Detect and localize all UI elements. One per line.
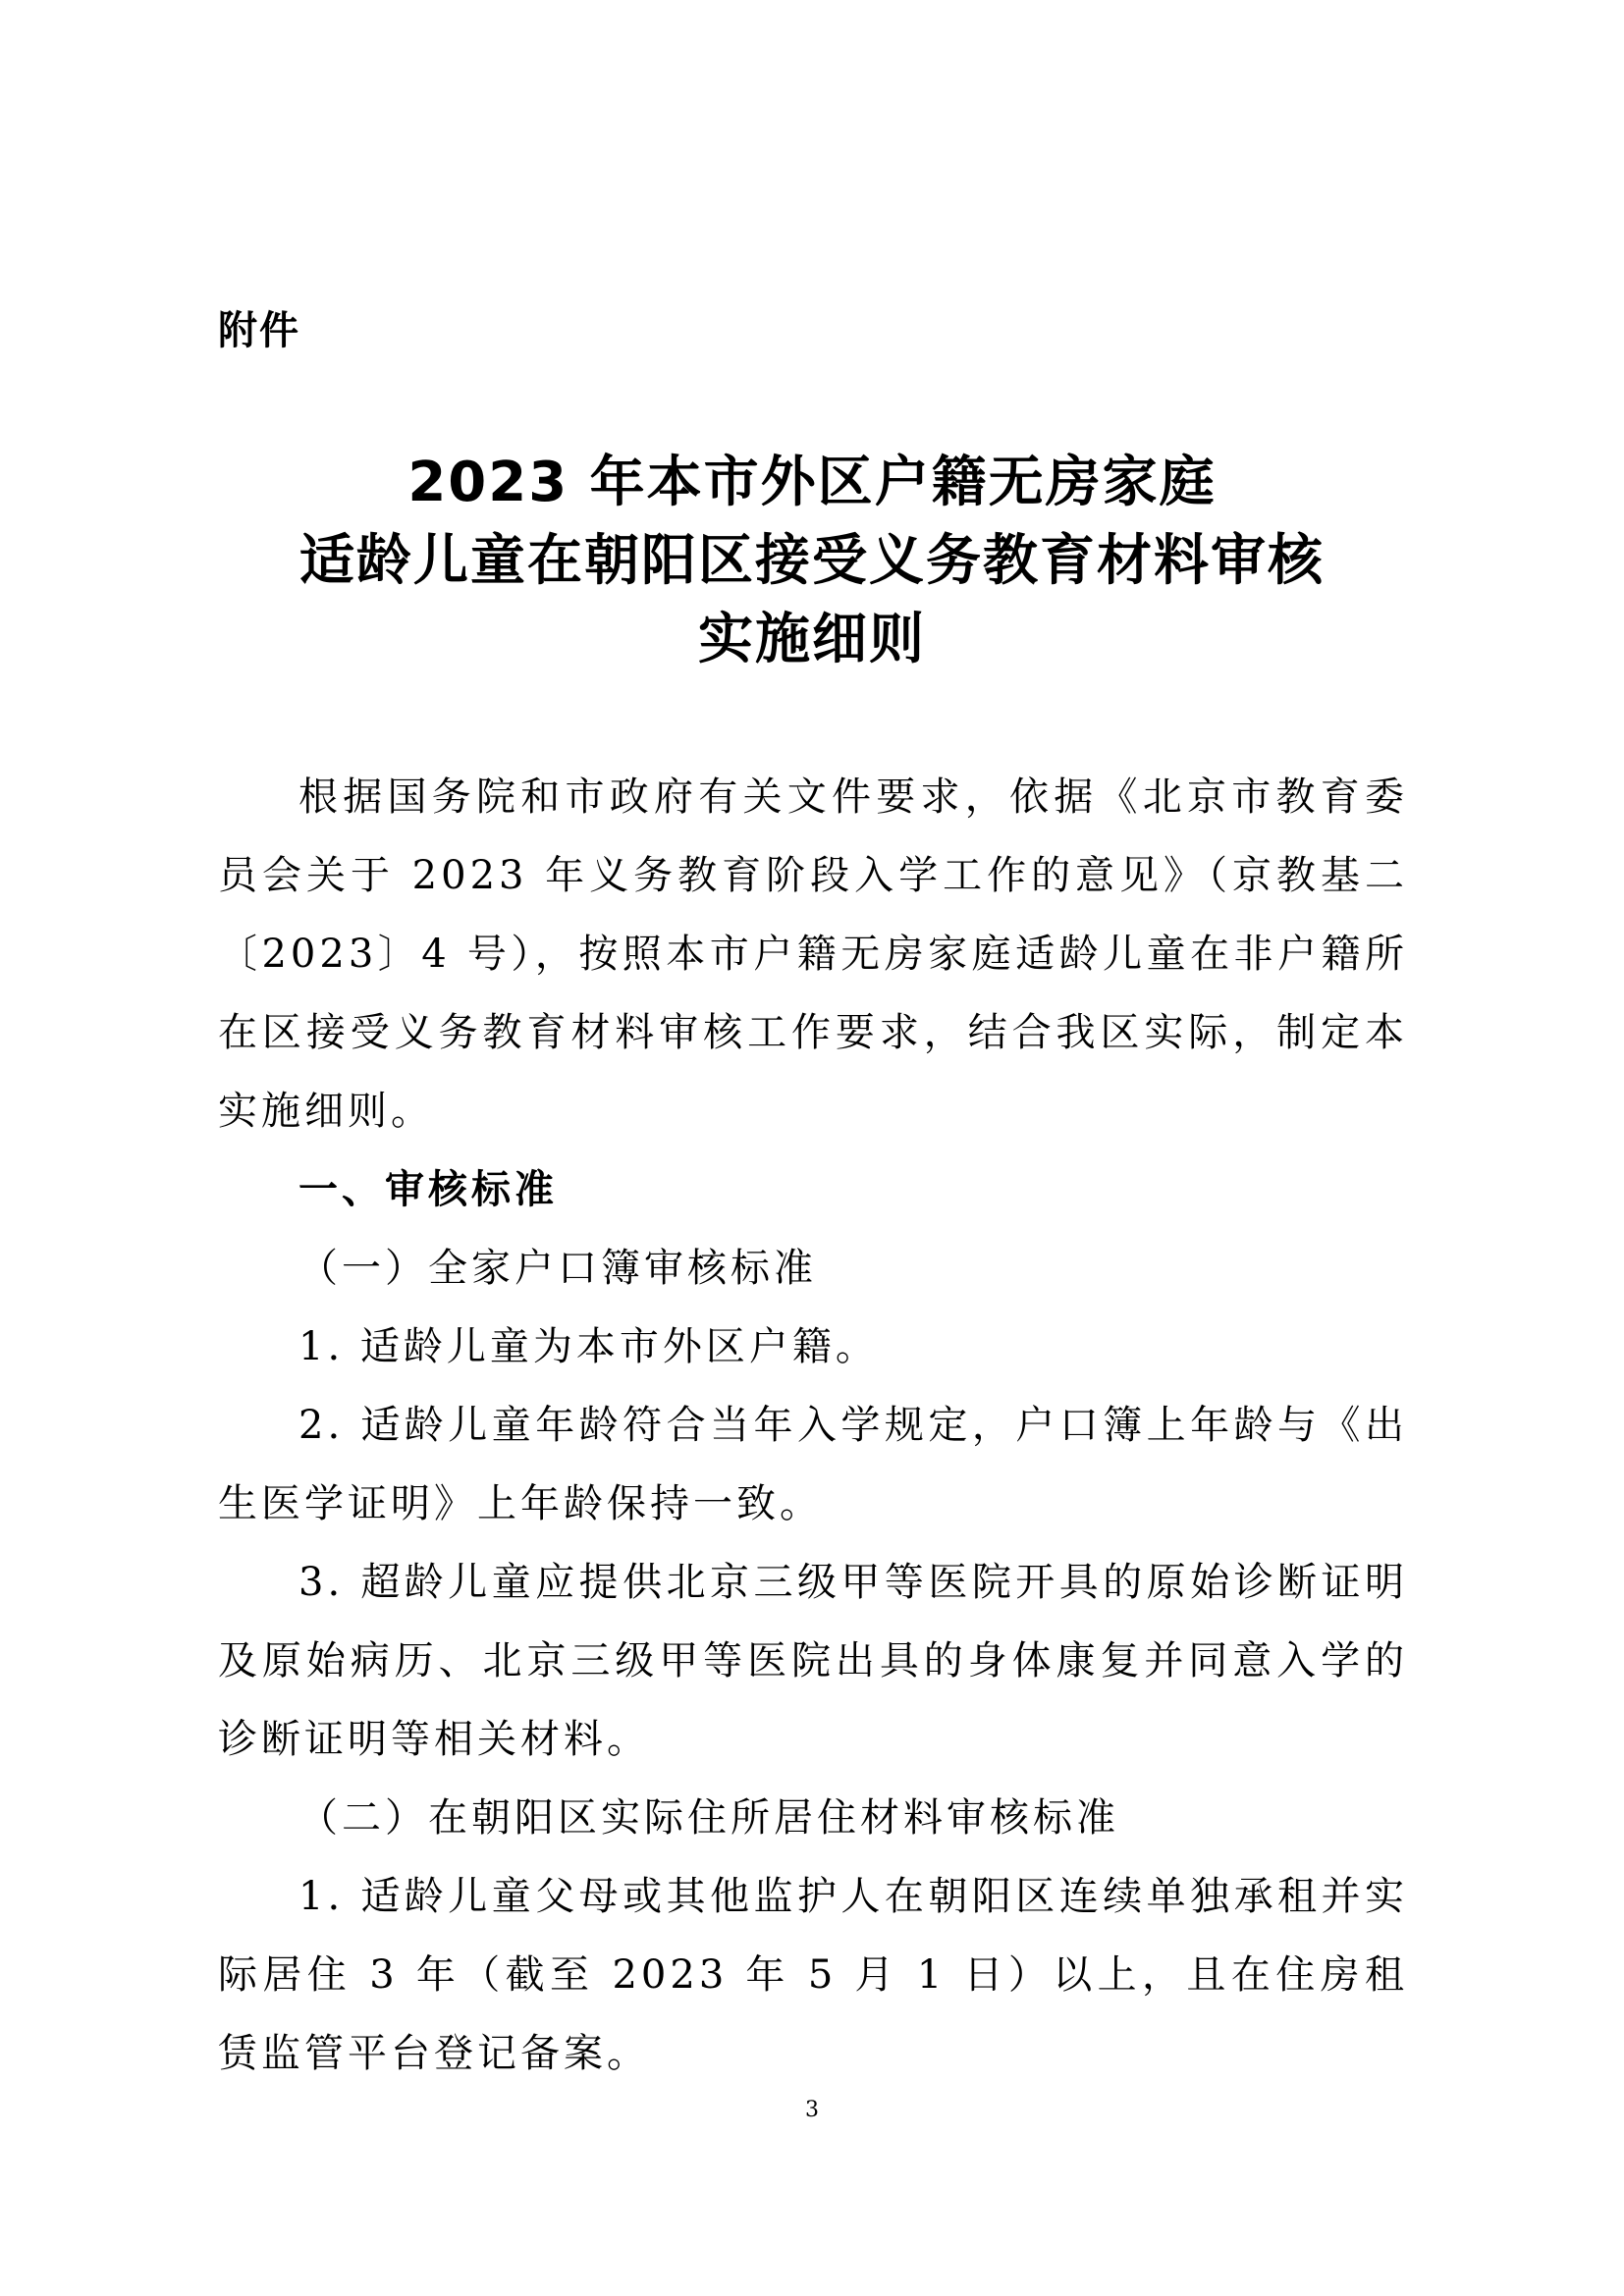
list-item: 3. 超龄儿童应提供北京三级甲等医院开具的原始诊断证明及原始病历、北京三级甲等医院出具的身体康复并同意入学的诊断证明等相关材料。: [218, 1560, 1408, 1762]
document-body: [218, 758, 1408, 2093]
section-heading-1: 一、审核标准: [298, 1167, 558, 1212]
title-line-3: 实施细则: [698, 608, 926, 671]
subsection-heading-1: （一）全家户口簿审核标准: [298, 1246, 817, 1291]
list-item: 2. 适龄儿童年龄符合当年入学规定，户口簿上年龄与《出生医学证明》上年龄保持一致。: [218, 1403, 1408, 1526]
document-title: [0, 444, 1624, 679]
title-line-2: 适龄儿童在朝阳区接受义务教育材料审核: [299, 529, 1325, 593]
list-item: 1. 适龄儿童父母或其他监护人在朝阳区连续单独承租并实际居住 3 年（截至 2023 年 5 月 1 日）以上，且在住房租赁监管平台登记备案。: [218, 1874, 1408, 2076]
attachment-label: 附件: [218, 308, 300, 353]
title-line-1: 2023 年本市外区户籍无房家庭: [407, 451, 1217, 514]
intro-paragraph: 根据国务院和市政府有关文件要求，依据《北京市教育委员会关于 2023 年义务教育阶段入学工作的意见》（京教基二〔2023〕4 号），按照本市户籍无房家庭适龄儿童在非户籍所在区接受义务教育材料审核工作要求，结合我区实际，制定本实施细则。: [218, 774, 1408, 1134]
page-number: 3: [805, 2098, 819, 2122]
list-item: 1. 适龄儿童为本市外区户籍。: [298, 1324, 879, 1369]
subsection-heading-2: （二）在朝阳区实际住所居住材料审核标准: [298, 1795, 1119, 1841]
